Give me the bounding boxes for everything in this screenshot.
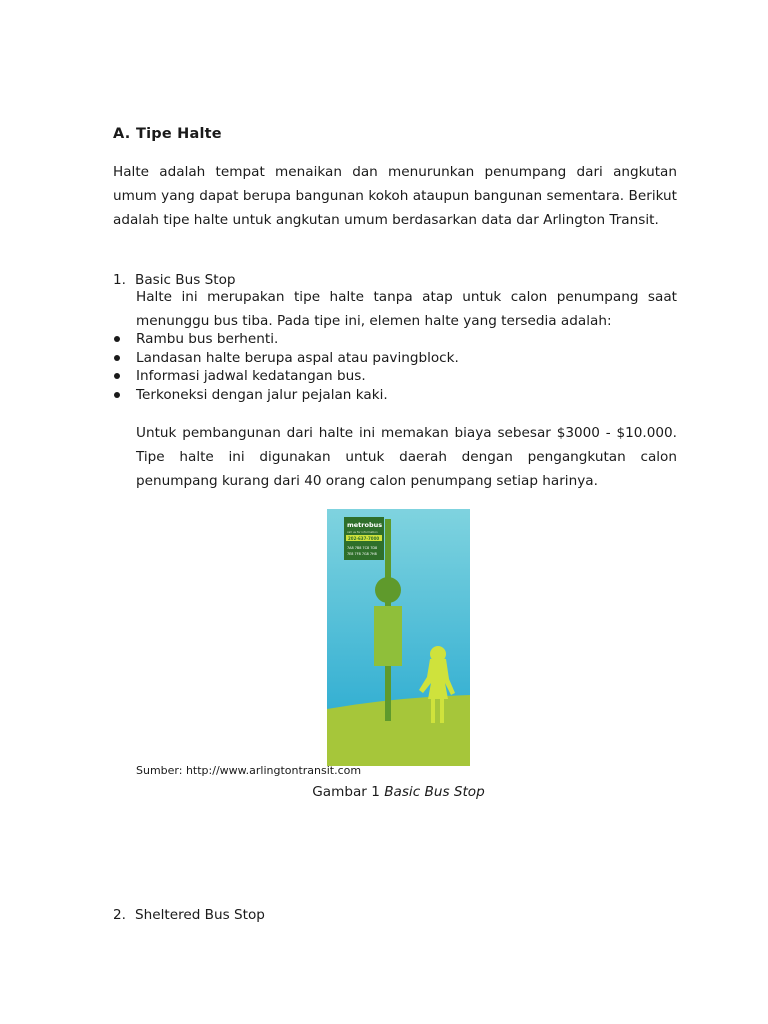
cost-paragraph: Untuk pembangunan dari halte ini memakan biaya sebesar $3000 - $10.000. Tipe halte ini digunakan untuk daerah dengan pengangkutan calon penumpang kurang dari 40 orang calon penumpang setiap harinya. — [136, 425, 677, 490]
basic-bus-stop-description: Halte ini merupakan tipe halte tanpa atap untuk calon penumpang saat menunggu bus tiba. Pada tipe ini, elemen halte yang tersedia adalah: — [136, 289, 677, 330]
section-title: Tipe Halte — [136, 126, 222, 142]
bullet-item: Terkoneksi dengan jalur pejalan kaki. — [113, 386, 459, 405]
caption-title: Basic Bus Stop — [384, 784, 485, 800]
list-item-title: Basic Bus Stop — [135, 272, 236, 288]
bullet-icon — [114, 336, 120, 342]
figure-source: Sumber: http://www.arlingtontransit.com — [136, 764, 362, 777]
bullet-item: Landasan halte berupa aspal atau pavingblock. — [113, 349, 459, 368]
section-heading — [113, 126, 222, 142]
sign-tagline: call us for information — [347, 530, 378, 534]
intro-paragraph: Halte adalah tempat menaikan dan menurunkan penumpang dari angkutan umum yang dapat berupa bangunan kokoh ataupun bangunan sementara. Berikut adalah tipe halte untuk angkutan umum berdasarkan data dar Arlington Transit. — [113, 164, 677, 229]
bullet-icon — [114, 373, 120, 379]
list-item-sheltered-bus-stop — [113, 906, 265, 924]
bullet-icon — [114, 392, 120, 398]
element-bullet-list — [113, 330, 459, 404]
list-item-number: 1. — [113, 272, 126, 288]
section-number: A. — [113, 126, 131, 142]
list-item-number: 2. — [113, 907, 126, 923]
sign-routes-2: 7E8 7F8 7G8 7H8 — [347, 552, 377, 556]
pole-disc — [375, 577, 401, 603]
schedule-box — [374, 606, 402, 666]
sign-brand: metrobus — [347, 521, 383, 529]
bullet-item: Informasi jadwal kedatangan bus. — [113, 367, 459, 386]
figure-caption — [0, 784, 768, 800]
bus-stop-illustration — [327, 509, 470, 766]
grass-ground — [327, 695, 470, 766]
sign-phone: 202-637-7000 — [348, 536, 380, 541]
bullet-item: Rambu bus berhenti. — [113, 330, 459, 349]
sign-routes-1: 7A8 7B8 7C8 7D8 — [347, 546, 378, 550]
bullet-icon — [114, 355, 120, 361]
caption-prefix: Gambar 1 — [312, 784, 385, 800]
list-item-title: Sheltered Bus Stop — [135, 907, 265, 923]
